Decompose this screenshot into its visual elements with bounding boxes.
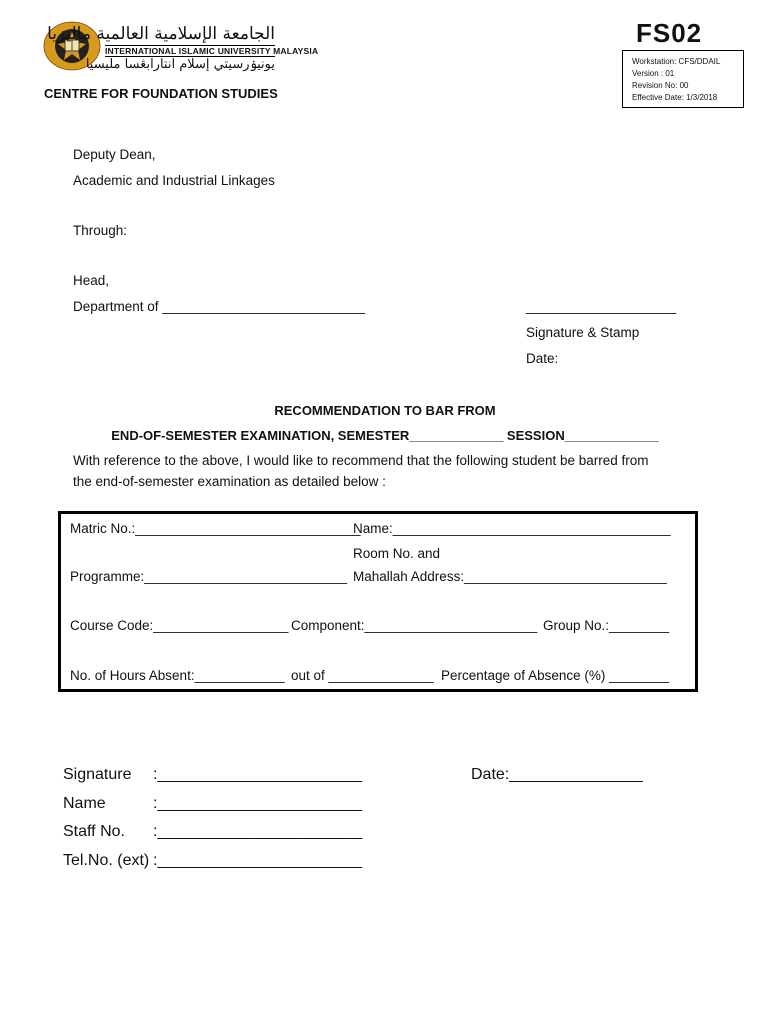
matric-field[interactable]: Matric No.:______________________________	[70, 521, 361, 536]
hours-absent-field[interactable]: No. of Hours Absent:____________	[70, 668, 285, 683]
out-of-field[interactable]: out of ______________	[291, 668, 434, 683]
date-field[interactable]: Date:_______________	[471, 766, 643, 783]
group-field[interactable]: Group No.:________	[543, 618, 670, 633]
programme-field[interactable]: Programme:___________________________	[70, 569, 347, 584]
intro-line2: the end-of-semester examination as detailed below :	[73, 474, 386, 489]
tel-no-label: Tel.No. (ext)	[63, 852, 150, 869]
centre-name: CENTRE FOR FOUNDATION STUDIES	[44, 86, 278, 101]
sig-name-line[interactable]: :_______________________	[153, 795, 363, 812]
form-title-line1: RECOMMENDATION TO BAR FROM	[274, 403, 496, 418]
signature-stamp-label: Signature & Stamp	[526, 325, 640, 340]
info-revision: Revision No: 00	[632, 81, 689, 90]
logo-arabic-bottom: يونيۏرسيتي إسلام انتارابڠسا مليسيا	[85, 57, 275, 72]
logo-university-name: INTERNATIONAL ISLAMIC UNIVERSITY MALAYSIA	[105, 46, 319, 56]
info-effective-date: Effective Date: 1/3/2018	[632, 93, 718, 102]
tel-no-line[interactable]: :_______________________	[153, 852, 363, 869]
staff-no-label: Staff No.	[63, 823, 125, 840]
document-info-box	[622, 50, 744, 108]
info-workstation: Workstation: CFS/DDAIL	[632, 57, 721, 66]
signature-label: Signature	[63, 766, 132, 783]
course-code-field[interactable]: Course Code:__________________	[70, 618, 289, 633]
through-label: Through:	[73, 223, 128, 238]
component-field[interactable]: Component:_______________________	[291, 618, 538, 633]
room-label: Room No. and	[353, 546, 441, 561]
info-version: Version : 01	[632, 69, 675, 78]
signature-line[interactable]: :_______________________	[153, 766, 363, 783]
addressee-line1: Deputy Dean,	[73, 147, 156, 162]
name-field[interactable]: Name:_____________________________________	[353, 521, 671, 536]
sig-name-label: Name	[63, 795, 106, 812]
staff-no-line[interactable]: :_______________________	[153, 823, 363, 840]
mahallah-field[interactable]: Mahallah Address:___________________________	[353, 569, 667, 584]
stamp-date-label: Date:	[526, 351, 559, 366]
student-details-box	[58, 511, 698, 692]
form-title-line2[interactable]: END-OF-SEMESTER EXAMINATION, SEMESTER_____________ SESSION_____________	[111, 428, 659, 443]
head-label: Head,	[73, 273, 110, 288]
intro-line1: With reference to the above, I would like to recommend that the following student be barred from	[73, 453, 649, 468]
university-wordmark	[47, 24, 319, 76]
form-code: FS02	[636, 18, 703, 48]
logo-arabic-top: الجامعة الإسلامية العالمية ماليزيا	[47, 24, 275, 44]
percentage-field[interactable]: Percentage of Absence (%) ________	[441, 668, 670, 683]
addressee-line2: Academic and Industrial Linkages	[73, 173, 275, 188]
signature-stamp-line[interactable]: ____________________	[526, 299, 677, 314]
department-field[interactable]: Department of ___________________________	[73, 299, 366, 314]
